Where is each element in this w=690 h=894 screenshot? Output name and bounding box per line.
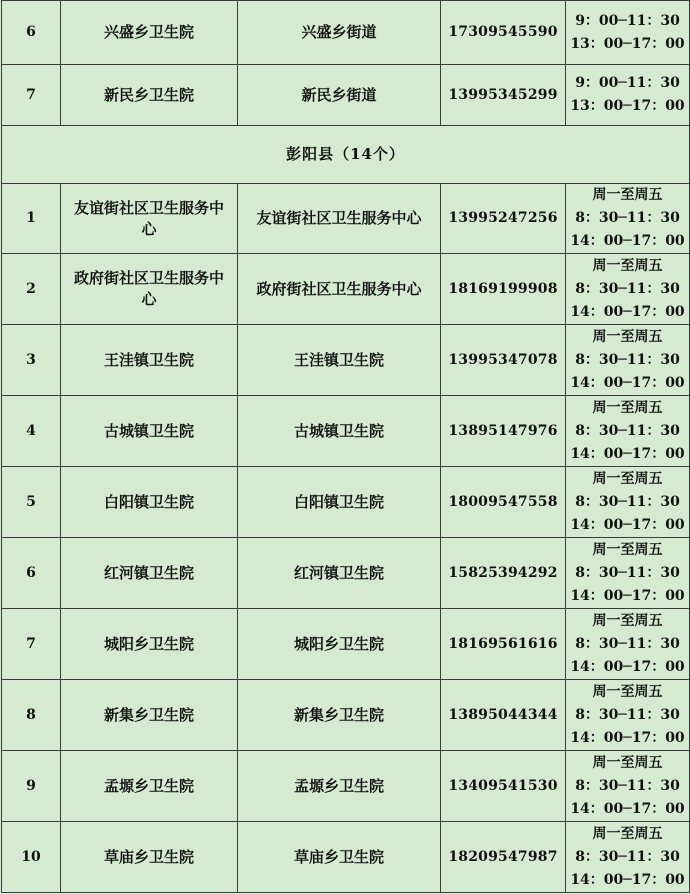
row-number: 2	[2, 254, 61, 325]
clinic-phone: 18209547987	[441, 822, 566, 893]
table-row	[2, 822, 690, 893]
hours-line: 8：30─11：30	[575, 564, 680, 581]
clinic-name: 城阳乡卫生院	[61, 609, 238, 680]
clinic-phone: 13895044344	[441, 680, 566, 751]
table-row	[2, 680, 690, 751]
hours-line: 14：00─17：00	[570, 587, 685, 604]
hours-line: 周一至周五	[592, 612, 663, 629]
table-row	[2, 396, 690, 467]
table-row	[2, 184, 690, 254]
table-row	[2, 609, 690, 680]
hours-line: 8：30─11：30	[575, 351, 680, 368]
clinic-phone: 18169199908	[441, 254, 566, 325]
clinic-phone: 18169561616	[441, 609, 566, 680]
hours-line: 13：00─17：00	[570, 35, 685, 52]
clinic-name: 新集乡卫生院	[61, 680, 238, 751]
hours-line: 8：30─11：30	[575, 280, 680, 297]
row-number: 5	[2, 467, 61, 538]
clinic-address: 兴盛乡街道	[238, 1, 441, 65]
clinic-name: 新民乡卫生院	[61, 65, 238, 126]
hours-line: 9：00─11：30	[575, 12, 680, 29]
hours-line: 14：00─17：00	[570, 374, 685, 391]
hours-line: 周一至周五	[592, 825, 663, 842]
clinic-phone: 13995247256	[441, 184, 566, 254]
hours-line: 周一至周五	[592, 399, 663, 416]
section-title: 彭阳县（14个）	[2, 126, 690, 184]
clinic-hours	[566, 396, 690, 467]
hours-line: 14：00─17：00	[570, 445, 685, 462]
table-row	[2, 1, 690, 65]
clinic-name: 王洼镇卫生院	[61, 325, 238, 396]
hours-line: 8：30─11：30	[575, 635, 680, 652]
row-number: 10	[2, 822, 61, 893]
hours-line: 8：30─11：30	[575, 777, 680, 794]
row-number: 7	[2, 65, 61, 126]
clinic-table-body	[2, 1, 690, 893]
hours-line: 14：00─17：00	[570, 729, 685, 746]
hours-line: 14：00─17：00	[570, 800, 685, 817]
hours-line: 8：30─11：30	[575, 493, 680, 510]
clinic-address: 孟塬乡卫生院	[238, 751, 441, 822]
clinic-hours	[566, 680, 690, 751]
clinic-hours	[566, 184, 690, 254]
clinic-hours	[566, 751, 690, 822]
clinic-hours	[566, 65, 690, 126]
clinic-hours	[566, 822, 690, 893]
table-row	[2, 467, 690, 538]
clinic-hours	[566, 1, 690, 65]
clinic-name: 草庙乡卫生院	[61, 822, 238, 893]
clinic-address: 白阳镇卫生院	[238, 467, 441, 538]
clinic-name: 古城镇卫生院	[61, 396, 238, 467]
hours-line: 14：00─17：00	[570, 516, 685, 533]
clinic-name: 兴盛乡卫生院	[61, 1, 238, 65]
clinic-phone: 17309545590	[441, 1, 566, 65]
clinic-hours	[566, 538, 690, 609]
hours-line: 周一至周五	[592, 328, 663, 345]
clinic-address: 草庙乡卫生院	[238, 822, 441, 893]
clinic-phone: 13895147976	[441, 396, 566, 467]
clinic-phone: 13995345299	[441, 65, 566, 126]
hours-line: 周一至周五	[592, 187, 663, 203]
section-row	[2, 126, 690, 184]
clinic-address: 城阳乡卫生院	[238, 609, 441, 680]
clinic-address: 古城镇卫生院	[238, 396, 441, 467]
hours-line: 周一至周五	[592, 683, 663, 700]
hours-line: 14：00─17：00	[570, 303, 685, 320]
clinic-phone: 13409541530	[441, 751, 566, 822]
hours-line: 14：00─17：00	[570, 658, 685, 675]
row-number: 6	[2, 538, 61, 609]
clinic-name: 孟塬乡卫生院	[61, 751, 238, 822]
hours-line: 9：00─11：30	[575, 75, 680, 91]
clinic-address: 友谊街社区卫生服务中心	[238, 184, 441, 254]
hours-line: 8：30─11：30	[575, 210, 680, 226]
table-row	[2, 538, 690, 609]
hours-line: 周一至周五	[592, 257, 663, 274]
clinic-address: 新集乡卫生院	[238, 680, 441, 751]
table-row	[2, 325, 690, 396]
hours-line: 14：00─17：00	[570, 233, 685, 249]
row-number: 4	[2, 396, 61, 467]
hours-line: 8：30─11：30	[575, 422, 680, 439]
row-number: 7	[2, 609, 61, 680]
clinic-table	[1, 0, 690, 893]
row-number: 8	[2, 680, 61, 751]
hours-line: 13：00─17：00	[570, 98, 685, 114]
table-row	[2, 65, 690, 126]
clinic-phone: 18009547558	[441, 467, 566, 538]
clinic-name: 白阳镇卫生院	[61, 467, 238, 538]
clinic-hours	[566, 467, 690, 538]
table-row	[2, 254, 690, 325]
clinic-address: 政府街社区卫生服务中心	[238, 254, 441, 325]
hours-line: 8：30─11：30	[575, 848, 680, 865]
clinic-phone: 13995347078	[441, 325, 566, 396]
clinic-phone: 15825394292	[441, 538, 566, 609]
clinic-address: 新民乡街道	[238, 65, 441, 126]
table-row	[2, 751, 690, 822]
hours-line: 14：00─17：00	[570, 871, 685, 888]
clinic-hours	[566, 325, 690, 396]
row-number: 1	[2, 184, 61, 254]
hours-line: 周一至周五	[592, 470, 663, 487]
clinic-hours	[566, 609, 690, 680]
hours-line: 8：30─11：30	[575, 706, 680, 723]
row-number: 6	[2, 1, 61, 65]
clinic-name: 政府街社区卫生服务中心	[61, 254, 238, 325]
hours-line: 周一至周五	[592, 541, 663, 558]
clinic-hours	[566, 254, 690, 325]
clinic-address: 红河镇卫生院	[238, 538, 441, 609]
clinic-address: 王洼镇卫生院	[238, 325, 441, 396]
row-number: 9	[2, 751, 61, 822]
clinic-name: 红河镇卫生院	[61, 538, 238, 609]
clinic-name: 友谊街社区卫生服务中心	[61, 184, 238, 254]
row-number: 3	[2, 325, 61, 396]
hours-line: 周一至周五	[592, 754, 663, 771]
